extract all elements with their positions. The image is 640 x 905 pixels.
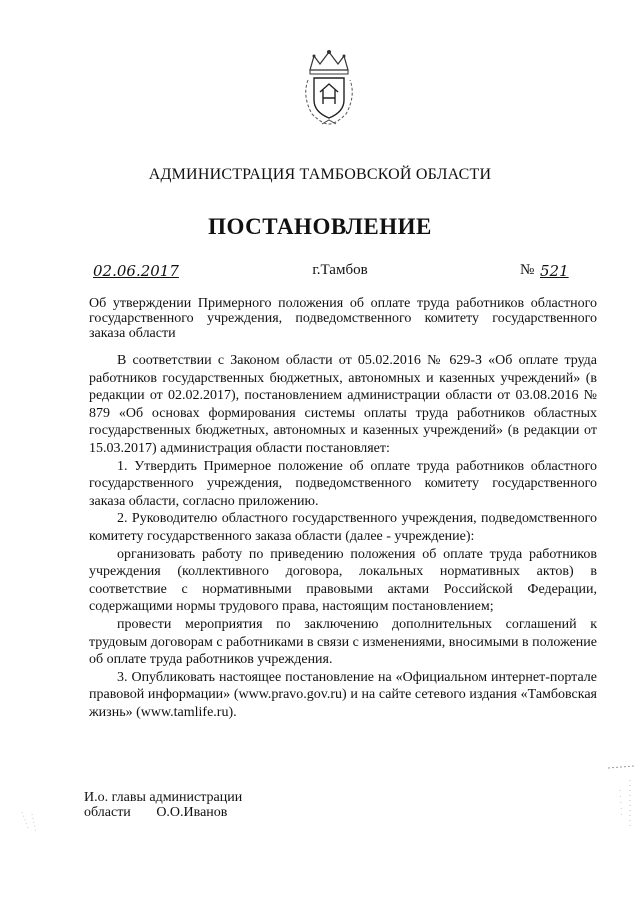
body-paragraph-preamble: В соответствии с Законом области от 05.02.2016 № 629-З «Об оплате труда работников государственных бюджетных, автономных и казенных учреждений» (в редакции от 02.02.2017), постановлением администрации области от 03.08.2016 № 879 «Об основах формирования системы оплаты труда работников областных государственных бюджетных, автономных и казенных учреждений» (в редакции от 15.03.2017) администрация области постановляет: — [89, 353, 597, 456]
document-city: г.Тамбов — [312, 262, 368, 278]
body-paragraph-item-3: 3. Опубликовать настоящее постановление на «Официальном интернет-портале правовой информации» (www.pravo.gov.ru) и на сайте сетевого издания «Тамбовская жизнь» (www.tamlife.ru). — [89, 669, 597, 720]
document-number-label: № — [520, 262, 535, 278]
scan-margin-marks-icon — [18, 808, 48, 838]
scan-edge-marks-icon — [606, 760, 636, 840]
document-type-title: ПОСТАНОВЛЕНИЕ — [208, 214, 432, 239]
document-body — [89, 352, 597, 721]
document-subject: Об утверждении Примерного положения об оплате труда работников областного государственного учреждения, подведомственного комитету государственного заказа области — [89, 296, 597, 341]
document-date: 02.06.2017 — [93, 262, 179, 280]
body-paragraph-item-2-task-b: провести мероприятия по заключению дополнительных соглашений к трудовым договорам с работниками в связи с изменениями, вносимыми в положение об оплате труда работников учреждения. — [89, 616, 597, 668]
signatory-position-line-1: И.о. главы администрации — [84, 790, 243, 805]
agency-name: АДМИНИСТРАЦИЯ ТАМБОВСКОЙ ОБЛАСТИ — [148, 166, 492, 183]
body-paragraph-item-1: 1. Утвердить Примерное положение об оплате труда работников областного государственного учреждения, подведомственного комитету государственного заказа области, согласно приложению. — [89, 458, 597, 509]
signature-block — [84, 790, 242, 820]
body-paragraph-item-2-task-a: организовать работу по приведению положения об оплате труда работников учреждения (коллективного договора, локальных нормативных актов) в соответствие с нормативными правовыми актами Российской Федерации, содержащими нормы трудового права, настоящим постановлением; — [89, 546, 597, 615]
document-number: 521 — [540, 262, 569, 280]
signatory-position-line-2: области — [84, 805, 131, 820]
body-paragraph-item-2: 2. Руководителю областного государственного учреждения, подведомственного комитету государственного заказа области (далее - учреждение): — [89, 511, 597, 544]
signatory-name: О.О.Иванов — [156, 805, 228, 820]
tambov-coat-of-arms-icon — [296, 48, 362, 128]
